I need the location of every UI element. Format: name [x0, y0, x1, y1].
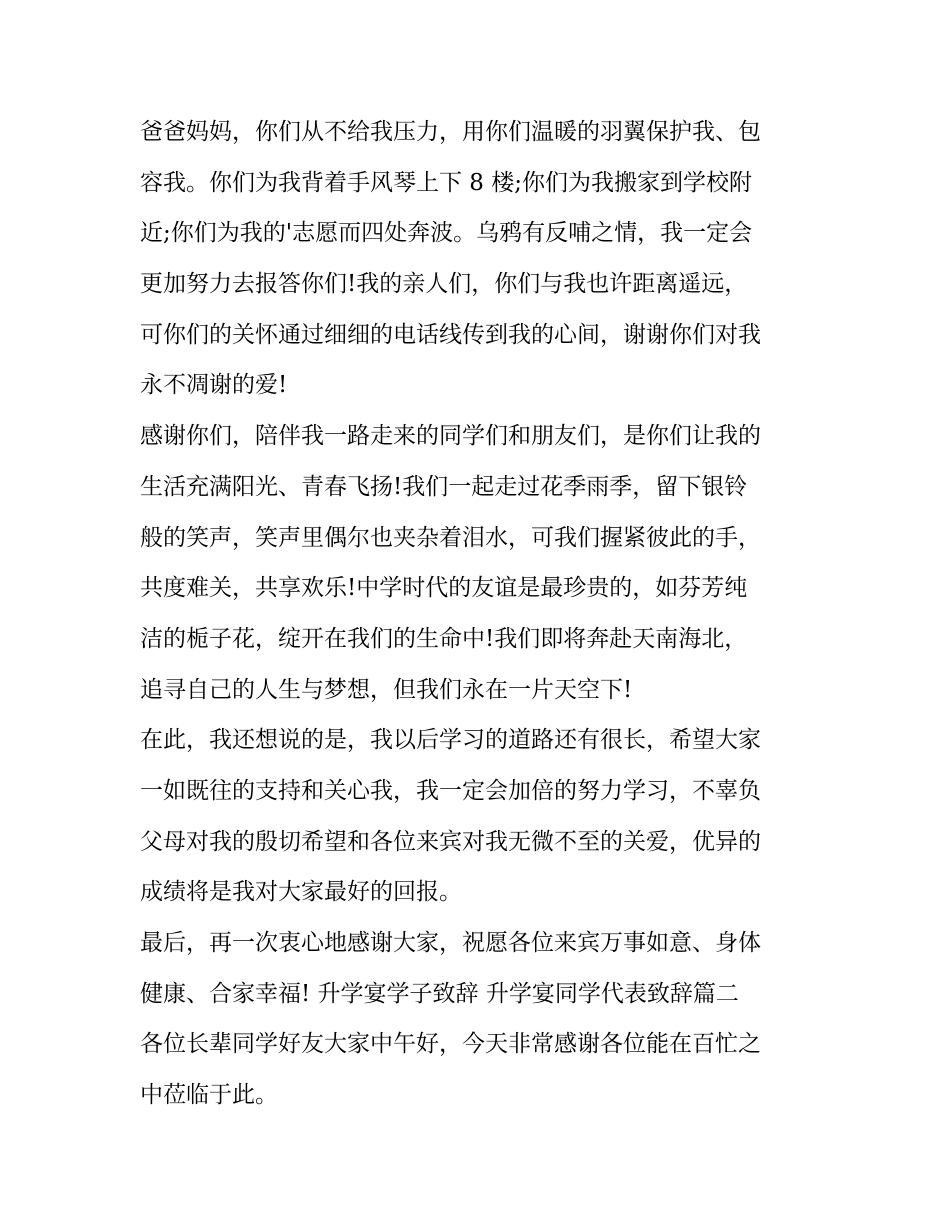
- text-line: 爸爸妈妈，你们从不给我压力，用你们温暖的羽翼保护我、包: [140, 119, 761, 145]
- text-line: 成绩将是我对大家最好的回报。: [140, 879, 462, 906]
- text-line: 感谢你们，陪伴我一路走来的同学们和朋友们，是你们让我的: [140, 423, 761, 450]
- text-line: 父母对我的殷切希望和各位来宾对我无微不至的关爱，优异的: [140, 828, 761, 855]
- document-body: [140, 107, 820, 1121]
- text-line: 最后，再一次衷心地感谢大家，祝愿各位来宾万事如意、身体: [140, 930, 761, 956]
- text-line: 一如既往的支持和关心我，我一定会加倍的努力学习，不辜负: [140, 777, 761, 804]
- text-line: 般的笑声，笑声里偶尔也夹杂着泪水，可我们握紧彼此的手，: [140, 524, 761, 551]
- text-line: 中莅临于此。: [140, 1082, 278, 1109]
- text-line: 容我。你们为我背着手风琴上下 8 楼;你们为我搬家到学校附: [140, 169, 753, 196]
- text-line: 共度难关，共享欢乐!中学时代的友谊是最珍贵的，如芬芳纯: [140, 575, 748, 602]
- text-line: 生活充满阳光、青春飞扬!我们一起走过花季雨季，留下银铃: [140, 473, 748, 500]
- text-line: 各位长辈同学好友大家中午好，今天非常感谢各位能在百忙之: [140, 1031, 761, 1058]
- text-line: 追寻自己的人生与梦想，但我们永在一片天空下!: [140, 676, 633, 703]
- text-line: 洁的栀子花，绽开在我们的生命中!我们即将奔赴天南海北，: [140, 625, 748, 652]
- text-line: 永不凋谢的爱!: [140, 372, 288, 399]
- text-line: 在此，我还想说的是，我以后学习的道路还有很长，希望大家: [140, 727, 761, 754]
- text-line: 近;你们为我的'志愿而四处奔波。乌鸦有反哺之情，我一定会: [140, 220, 753, 247]
- text-line: 健康、合家幸福! 升学宴学子致辞 升学宴同学代表致辞篇二: [140, 980, 739, 1007]
- text-line: 可你们的关怀通过细细的电话线传到我的心间，谢谢你们对我: [140, 321, 761, 348]
- text-line: 更加努力去报答你们!我的亲人们，你们与我也许距离遥远，: [140, 271, 748, 298]
